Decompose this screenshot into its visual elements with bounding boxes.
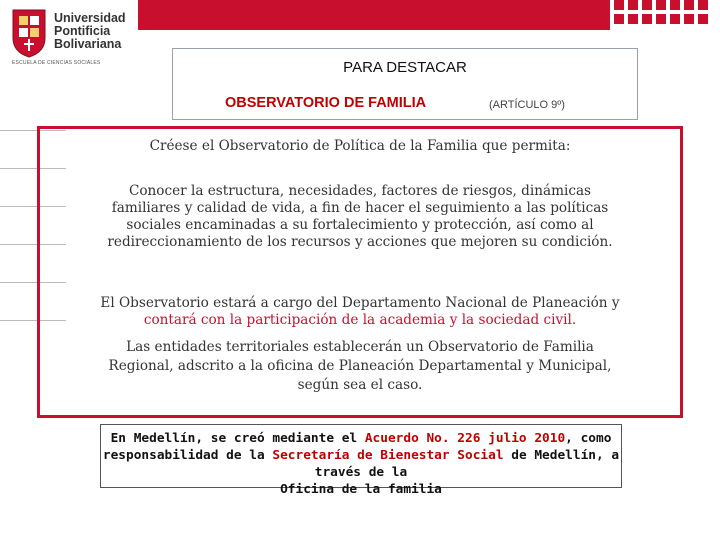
responsibility-paragraph: El Observatorio estará a cargo del Departamento Nacional de Planeación y contará con la participación de la academia y la sociedad civil. [100, 295, 620, 328]
header-squares-decoration [612, 0, 720, 30]
article-reference: (ARTÍCULO 9º) [489, 99, 565, 111]
section-title: OBSERVATORIO DE FAMILIA [225, 95, 427, 111]
header-red-bar [138, 0, 610, 30]
content-box [37, 126, 683, 418]
objectives-paragraph: Conocer la estructura, necesidades, factores de riesgos, dinámicas familiares y calidad de vida, a fin de hacer el seguimiento a las políticas sociales encaminadas a su fortalecimiento y protección, así como al redireccionamiento de los recursos y acciones que mejoren su condición. [107, 183, 613, 250]
secretariat-name: Secretaría de Bienestar Social [272, 448, 504, 463]
university-name: Universidad Pontificia Bolivariana [54, 11, 126, 51]
page-title: PARA DESTACAR [343, 59, 467, 76]
school-name: ESCUELA DE CIENCIAS SOCIALES [12, 60, 101, 66]
agreement-reference: Acuerdo No. 226 julio 2010 [364, 431, 566, 446]
title-box [172, 48, 638, 120]
crest-icon [10, 8, 48, 58]
medellin-note: En Medellín, se creó mediante el Acuerdo No. 226 julio 2010, como responsabilidad de la Secretaría de Bienestar Social de Medellín, a través de la Oficina de la familia [102, 431, 620, 497]
territorial-paragraph: Las entidades territoriales establecerán un Observatorio de Familia Regional, adscrito a la oficina de Planeación Departamental y Municipal, según sea el caso. [108, 339, 612, 393]
university-logo [8, 8, 138, 68]
intro-paragraph: Créese el Observatorio de Política de la Familia que permita: [149, 138, 571, 154]
medellin-note-box [100, 424, 622, 497]
